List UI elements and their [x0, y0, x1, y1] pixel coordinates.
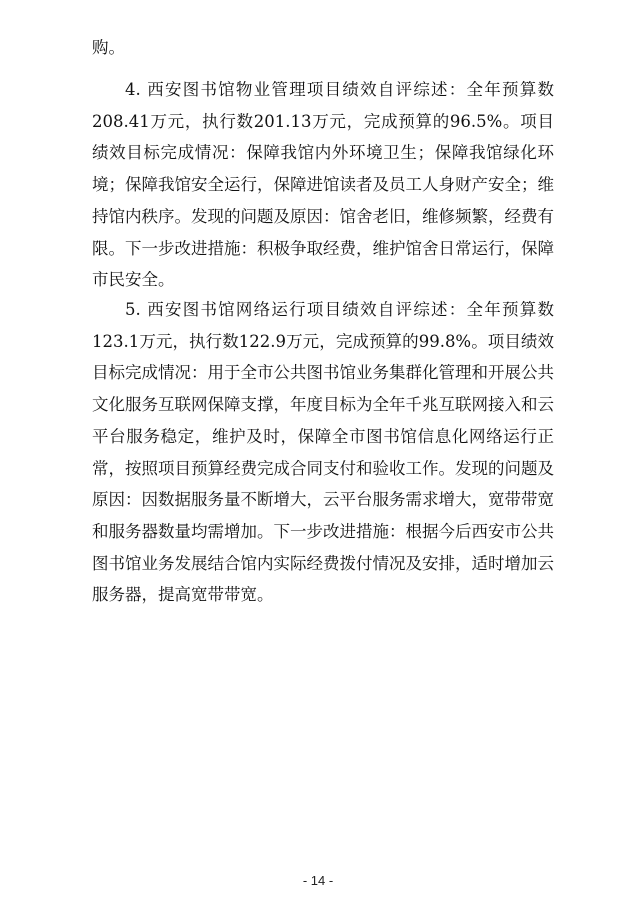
page-number: - 14 -	[302, 873, 334, 888]
paragraph-network-operation: 5. 西安图书馆网络运行项目绩效自评综述：全年预算数123.1万元，执行数122.9万元，完成预算的99.8%。项目绩效目标完成情况：用于全市公共图书馆业务集群化管理和开展公共文化服务互联网保障支撑，年度目标为全年千兆互联网接入和云平台服务稳定，维护及时，保障全市图书馆信息化网络运行正常，按照项目预算经费完成合同支付和验收工作。发现的问题及原因：因数据服务量不断增大，云平台服务需求增大，宽带带宽和服务器数量均需增加。下一步改进措施：根据今后西安市公共图书馆业务发展结合馆内实际经费拨付情况及安排，适时增加云服务器，提高宽带带宽。	[92, 300, 554, 605]
paragraph-continued: 购。	[92, 38, 125, 57]
paragraph-property-management: 4. 西安图书馆物业管理项目绩效自评综述：全年预算数208.41万元，执行数201.13万元，完成预算的96.5%。项目绩效目标完成情况：保障我馆内外环境卫生；保障我馆绿化环境；保障我馆安全运行，保障进馆读者及员工人身财产安全；维持馆内秩序。发现的问题及原因：馆舍老旧，维修频繁，经费有限。下一步改进措施：积极争取经费，维护馆舍日常运行，保障市民安全。	[92, 80, 554, 290]
